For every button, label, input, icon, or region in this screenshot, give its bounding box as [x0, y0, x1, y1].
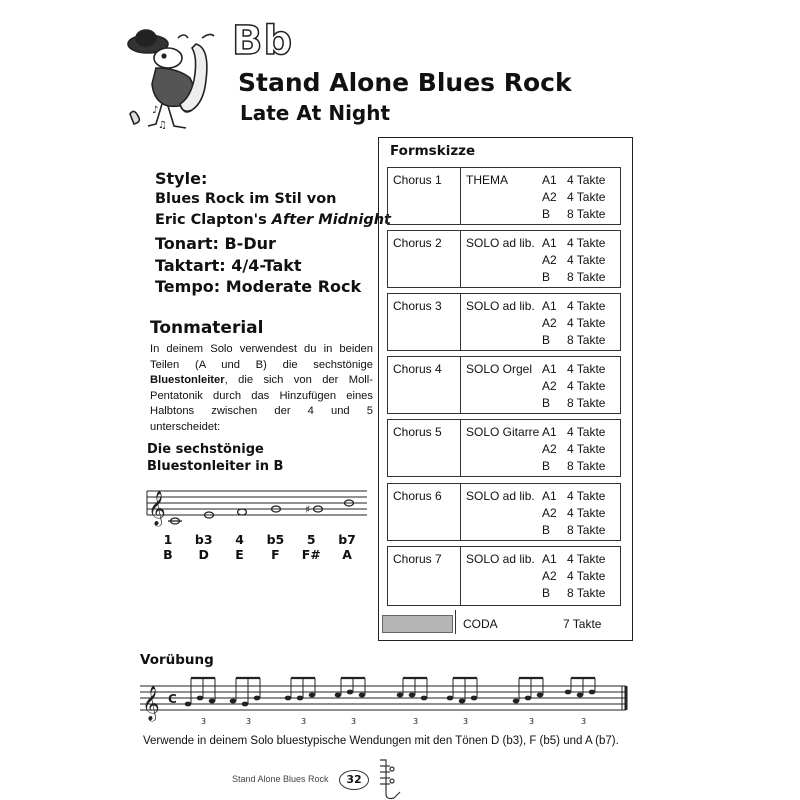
- part-label: B: [542, 270, 551, 284]
- tempo-label: Tempo: Moderate Rock: [155, 277, 362, 296]
- note-head: [513, 699, 520, 704]
- triplet-mark: 3: [201, 717, 207, 726]
- bars-label: 4 Takte: [567, 299, 606, 313]
- triplet-mark: 3: [529, 717, 535, 726]
- chorus-name: Chorus 6: [393, 489, 442, 503]
- style-line-2-prefix: Eric Clapton's: [155, 212, 272, 228]
- scale-notes: [150, 547, 365, 562]
- part-label: A1: [542, 362, 557, 376]
- note-head: [297, 696, 304, 701]
- note-head: [197, 696, 204, 701]
- chorus-divider: [460, 168, 461, 224]
- note-head: [525, 696, 532, 701]
- part-label: A1: [542, 552, 557, 566]
- note-head: [459, 699, 466, 704]
- exercise-staff: [138, 672, 628, 730]
- scale-note: B: [163, 547, 173, 562]
- part-label: B: [542, 586, 551, 600]
- chorus-divider: [460, 547, 461, 605]
- bars-label: 4 Takte: [567, 253, 606, 267]
- tonmaterial-text-b: , die sich von der Moll-Pentatonik durch das Hinzufügen eines Halbtons zwischen der 4 und 5 unterscheidet:: [150, 374, 373, 433]
- page-number: 32: [339, 770, 369, 790]
- note-head: [409, 693, 416, 698]
- chorus-block: [387, 356, 621, 414]
- scale-degree: 1: [163, 532, 173, 547]
- part-label: B: [542, 207, 551, 221]
- svg-text:𝄞: 𝄞: [148, 491, 166, 526]
- style-section: [155, 168, 391, 231]
- chorus-type: SOLO Orgel: [466, 362, 533, 376]
- note-head: [285, 696, 292, 701]
- note-head: [242, 702, 249, 707]
- style-song-title: After Midnight: [271, 212, 391, 228]
- vorubung-caption: Verwende in deinem Solo bluestypische Wendungen mit den Tönen D (b3), F (b5) und A (b7).: [143, 735, 619, 747]
- triplet-mark: 3: [463, 717, 469, 726]
- note-head: [447, 696, 454, 701]
- chorus-divider: [460, 231, 461, 287]
- chorus-block: [387, 419, 621, 477]
- tonart-label: Tonart: B-Dur: [155, 234, 276, 253]
- bars-label: 4 Takte: [567, 316, 606, 330]
- bars-label: 8 Takte: [567, 396, 606, 410]
- page-title: Stand Alone Blues Rock: [238, 68, 572, 97]
- part-label: A1: [542, 425, 557, 439]
- chorus-type: SOLO ad lib.: [466, 552, 535, 566]
- coda-bars: 7 Takte: [563, 617, 602, 631]
- triplet-mark: 3: [351, 717, 357, 726]
- note-head: [230, 699, 237, 704]
- bars-label: 8 Takte: [567, 270, 606, 284]
- chorus-divider: [460, 420, 461, 476]
- chorus-block: [387, 230, 621, 288]
- tonmaterial-paragraph: [150, 342, 373, 435]
- note-head: [577, 693, 584, 698]
- style-heading: Style:: [155, 169, 208, 188]
- part-label: A2: [542, 316, 557, 330]
- part-label: A1: [542, 173, 557, 187]
- footer-running-title: Stand Alone Blues Rock: [232, 774, 329, 784]
- note-head: [309, 693, 316, 698]
- note-head: [421, 696, 428, 701]
- scale-heading-line-1: Die sechstönige: [147, 442, 264, 457]
- triplet-mark: 3: [581, 717, 587, 726]
- taktart-label: Taktart: 4/4-Takt: [155, 255, 302, 275]
- bars-label: 8 Takte: [567, 523, 606, 537]
- chorus-divider: [460, 294, 461, 350]
- part-label: B: [542, 333, 551, 347]
- chorus-divider: [460, 484, 461, 540]
- saxophonist-illustration: [118, 18, 228, 138]
- part-label: B: [542, 396, 551, 410]
- bars-label: 4 Takte: [567, 506, 606, 520]
- chorus-type: SOLO ad lib.: [466, 489, 535, 503]
- scale-note: F: [271, 547, 280, 562]
- svg-text:C: C: [168, 692, 177, 706]
- svg-text:𝄞: 𝄞: [142, 686, 160, 721]
- part-label: A1: [542, 236, 557, 250]
- coda-label: CODA: [463, 617, 498, 631]
- note-head: [359, 693, 366, 698]
- chorus-name: Chorus 1: [393, 173, 442, 187]
- svg-text:♫: ♫: [158, 120, 167, 131]
- scale-heading: [147, 441, 283, 475]
- note-head: [209, 699, 216, 704]
- part-label: A1: [542, 489, 557, 503]
- scale-degree: b7: [338, 532, 356, 547]
- note-head: [537, 693, 544, 698]
- note-head: [185, 702, 192, 707]
- tonmaterial-text-bold: Bluestonleiter: [150, 374, 225, 386]
- svg-text:♯: ♯: [305, 503, 311, 516]
- part-label: A2: [542, 569, 557, 583]
- bars-label: 8 Takte: [567, 459, 606, 473]
- coda-shaded-cell: [382, 615, 453, 633]
- bars-label: 4 Takte: [567, 379, 606, 393]
- tonmaterial-heading: Tonmaterial: [150, 318, 264, 338]
- scale-degree: 5: [306, 532, 316, 547]
- song-properties: [155, 233, 361, 298]
- part-label: A2: [542, 379, 557, 393]
- note-head: [565, 690, 572, 695]
- chorus-type: SOLO Gitarre: [466, 425, 540, 439]
- chorus-type: SOLO ad lib.: [466, 299, 535, 313]
- chorus-name: Chorus 5: [393, 425, 442, 439]
- part-label: B: [542, 523, 551, 537]
- chorus-block: [387, 293, 621, 351]
- formskizze-title: Formskizze: [390, 143, 476, 159]
- chorus-name: Chorus 3: [393, 299, 442, 313]
- svg-text:♪: ♪: [152, 105, 159, 116]
- bars-label: 8 Takte: [567, 207, 606, 221]
- scale-note: A: [342, 547, 352, 562]
- triplet-mark: 3: [246, 717, 252, 726]
- scale-note: D: [198, 547, 209, 562]
- note-head: [347, 690, 354, 695]
- part-label: A2: [542, 442, 557, 456]
- scale-heading-line-2: Bluestonleiter in B: [147, 459, 284, 474]
- chorus-name: Chorus 2: [393, 236, 442, 250]
- chorus-name: Chorus 7: [393, 552, 442, 566]
- bars-label: 4 Takte: [567, 425, 606, 439]
- bars-label: 8 Takte: [567, 586, 606, 600]
- note-head: [254, 696, 261, 701]
- chorus-type: SOLO ad lib.: [466, 236, 535, 250]
- style-line-2: [155, 210, 391, 231]
- chorus-type: THEMA: [466, 173, 508, 187]
- part-label: A1: [542, 299, 557, 313]
- coda-divider: [455, 610, 456, 634]
- note-head: [589, 690, 596, 695]
- page-subtitle: Late At Night: [240, 101, 391, 125]
- bars-label: 8 Takte: [567, 333, 606, 347]
- bars-label: 4 Takte: [567, 190, 606, 204]
- scale-degree: b5: [266, 532, 285, 547]
- scale-note: E: [235, 547, 244, 562]
- part-label: A2: [542, 506, 557, 520]
- note-head: [471, 696, 478, 701]
- part-label: B: [542, 459, 551, 473]
- tonmaterial-text-a: In deinem Solo verwendest du in beiden Teilen (A und B) die sechstönige: [150, 343, 373, 371]
- bars-label: 4 Takte: [567, 489, 606, 503]
- bars-label: 4 Takte: [567, 552, 606, 566]
- bars-label: 4 Takte: [567, 362, 606, 376]
- chorus-block: [387, 546, 621, 606]
- scale-degree: b3: [194, 532, 213, 547]
- note-head: [397, 693, 404, 698]
- bars-label: 4 Takte: [567, 173, 606, 187]
- scale-note: F#: [301, 547, 321, 562]
- bars-label: 4 Takte: [567, 236, 606, 250]
- triplet-mark: 3: [301, 717, 307, 726]
- style-line-1: Blues Rock im Stil von: [155, 191, 337, 207]
- scale-degrees: [150, 532, 365, 547]
- chorus-name: Chorus 4: [393, 362, 442, 376]
- bars-label: 4 Takte: [567, 569, 606, 583]
- triplet-mark: 3: [413, 717, 419, 726]
- part-label: A2: [542, 253, 557, 267]
- note-head: [335, 693, 342, 698]
- chorus-divider: [460, 357, 461, 413]
- bars-label: 4 Takte: [567, 442, 606, 456]
- saxophone-footer-graphic: [370, 758, 410, 800]
- scale-staff: [145, 485, 370, 530]
- key-badge: Bb: [232, 18, 294, 64]
- vorubung-heading: Vorübung: [140, 652, 214, 668]
- chorus-block: [387, 167, 621, 225]
- chorus-block: [387, 483, 621, 541]
- part-label: A2: [542, 190, 557, 204]
- scale-degree: 4: [235, 532, 244, 547]
